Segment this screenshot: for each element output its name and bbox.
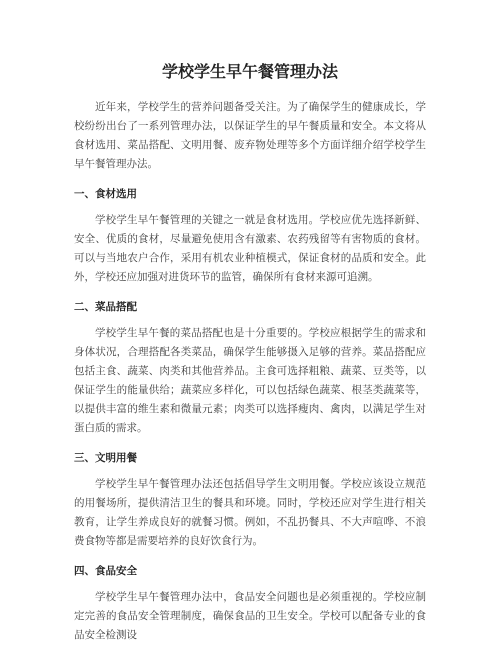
section-heading-menu: 二、菜品搭配: [74, 301, 137, 313]
section-body-food-safety: 学校学生早午餐管理办法中，食品安全问题也是必须重视的。学校应制定完善的食品安全管理制度，确保食品的卫生安全。学校可以配备专业的食品安全检测设: [74, 591, 426, 641]
document-title: 学校学生早午餐管理办法: [161, 62, 338, 81]
section-body-ingredients: 学校学生早午餐管理的关键之一就是食材选用。学校应优先选择新鲜、安全、优质的食材，尽量避免使用含有激素、农药残留等有害物质的食材。可以与当地农户合作，采用有机农业种植模式，保证食材的品质和安全。此外，学校还应加强对进货环节的监管，确保所有食材来源可追溯。: [74, 214, 426, 283]
section-heading-dining: 三、文明用餐: [74, 452, 137, 464]
section-body-dining: 学校学生早午餐管理办法还包括倡导学生文明用餐。学校应该设立规范的用餐场所，提供清洁卫生的餐具和环境。同时，学校还应对学生进行相关教育，让学生养成良好的就餐习惯。例如，不乱扔餐具、不大声喧哗、不浪费食物等都是需要培养的良好饮食行为。: [74, 478, 426, 547]
intro-paragraph: 近年来，学校学生的营养问题备受关注。为了确保学生的健康成长，学校纷纷出台了一系列管理办法，以保证学生的早午餐质量和安全。本文将从食材选用、菜品搭配、文明用餐、废弃物处理等多个方面详细介绍学校学生早午餐管理办法。: [74, 101, 426, 170]
section-heading-ingredients: 一、食材选用: [74, 188, 137, 200]
section-body-menu: 学校学生早午餐的菜品搭配也是十分重要的。学校应根据学生的需求和身体状况，合理搭配各类菜品，确保学生能够摄入足够的营养。菜品搭配应包括主食、蔬菜、肉类和其他营养品。主食可选择粗粮、蔬菜、豆类等，以保证学生的能量供给；蔬菜应多样化，可以包括绿色蔬菜、根茎类蔬菜等，以提供丰富的维生素和微量元素；肉类可以选择瘦肉、禽肉，以满足学生对蛋白质的需求。: [74, 327, 426, 434]
section-heading-food-safety: 四、食品安全: [74, 565, 137, 577]
